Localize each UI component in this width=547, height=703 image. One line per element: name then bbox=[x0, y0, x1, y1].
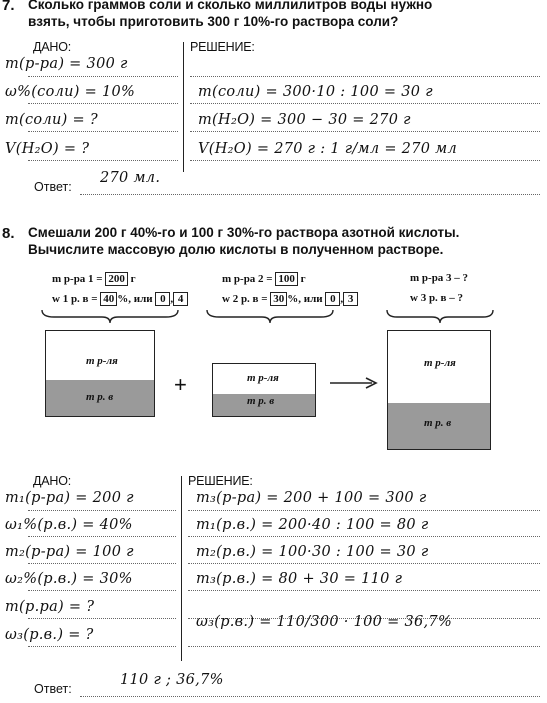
task7-answer-rule bbox=[80, 194, 540, 195]
brace-solution3 bbox=[385, 308, 495, 324]
task8-given-rule bbox=[28, 510, 176, 511]
solution2-dec-box-b: 3 bbox=[343, 292, 358, 306]
task7-given-item: ω%(соли) = 10% bbox=[5, 84, 136, 100]
task7-given-rule bbox=[28, 160, 178, 161]
solution1-pct-box: 40 bbox=[100, 292, 117, 306]
task7-answer: 270 мл. bbox=[100, 170, 161, 186]
beaker2-solvent-label: m р-ля bbox=[247, 372, 279, 384]
brace-solution2 bbox=[205, 308, 335, 324]
task8-given-rule bbox=[28, 646, 176, 647]
task7-answer-label: Ответ: bbox=[34, 180, 72, 194]
task8-answer-label: Ответ: bbox=[34, 682, 72, 696]
beaker1-solute-label: m р. в bbox=[86, 391, 114, 403]
task8-number: 8. bbox=[2, 225, 15, 242]
diagram-solution2-fraction: w 2 р. в = 30 %, или 0 , 3 bbox=[222, 292, 358, 306]
task8-given-rule bbox=[28, 563, 176, 564]
task7-solution-rule bbox=[190, 76, 540, 77]
task8-solution-rule bbox=[188, 536, 540, 537]
task7-solution-line: V(H₂O) = 270 г : 1 г/мл = 270 мл bbox=[198, 141, 458, 157]
task7-given-item: m(р-ра) = 300 г bbox=[5, 56, 128, 72]
task8-given-item: m(р.ра) = ? bbox=[5, 599, 95, 615]
beaker-solution1 bbox=[45, 330, 155, 417]
task8-solution-rule bbox=[188, 563, 540, 564]
task7-solution-line: m(H₂O) = 300 − 30 = 270 г bbox=[198, 112, 411, 128]
task8-solution-rule bbox=[188, 646, 540, 647]
task7-solution-line: m(соли) = 300·10 : 100 = 30 г bbox=[198, 84, 433, 100]
task7-given-header: ДАНО: bbox=[33, 40, 72, 54]
plus-sign: + bbox=[174, 372, 187, 397]
beaker1-solvent-label: m р-ля bbox=[86, 355, 118, 367]
task8-given-rule bbox=[28, 536, 176, 537]
task8-answer: 110 г ; 36,7% bbox=[120, 672, 224, 688]
task8-given-header: ДАНО: bbox=[33, 474, 72, 488]
task8-given-item: m₁(р-ра) = 200 г bbox=[5, 490, 134, 506]
task7-solution-rule bbox=[190, 103, 540, 104]
diagram-solution1-fraction: w 1 р. в = 40 %, или 0 , 4 bbox=[52, 292, 188, 306]
task8-given-item: ω₃(р.в.) = ? bbox=[5, 627, 94, 643]
task8-solution-rule bbox=[188, 590, 540, 591]
beaker2-solute-label: m р. в bbox=[247, 395, 275, 407]
task7-solution-header: РЕШЕНИЕ: bbox=[190, 40, 255, 54]
task7-question-line2: взять, чтобы приготовить 300 г 10%-го раствора соли? bbox=[28, 14, 399, 29]
solution2-dec-box-a: 0 bbox=[325, 292, 340, 306]
task8-solution-line: m₂(р.в.) = 100·30 : 100 = 30 г bbox=[196, 544, 429, 560]
reaction-arrow-icon bbox=[328, 376, 380, 390]
task8-solution-header: РЕШЕНИЕ: bbox=[188, 474, 253, 488]
task7-given-item: V(H₂O) = ? bbox=[5, 141, 90, 157]
beaker3-solvent-label: m р-ля bbox=[424, 357, 456, 369]
task8-divider bbox=[181, 476, 182, 661]
solution1-dec-box-a: 0 bbox=[155, 292, 170, 306]
task8-solution-line: ω₃(р.в.) = 110/300 · 100 = 36,7% bbox=[196, 614, 453, 630]
task8-given-item: ω₁%(р.в.) = 40% bbox=[5, 517, 133, 533]
task8-solution-line: m₃(р.в.) = 80 + 30 = 110 г bbox=[196, 571, 403, 587]
diagram-solution1-mass: m р-ра 1 = 200 г bbox=[52, 273, 136, 285]
task7-question-line1: Сколько граммов соли и сколько миллилитров воды нужно bbox=[28, 0, 433, 12]
brace-solution1 bbox=[40, 308, 180, 324]
task7-given-rule bbox=[28, 103, 178, 104]
beaker-solution3 bbox=[387, 330, 491, 450]
task8-solution-line: m₁(р.в.) = 200·40 : 100 = 80 г bbox=[196, 517, 429, 533]
task7-solution-rule bbox=[190, 131, 540, 132]
diagram-solution2-mass: m р-ра 2 = 100 г bbox=[222, 273, 306, 285]
task7-given-item: m(соли) = ? bbox=[5, 112, 98, 128]
task7-number: 7. bbox=[2, 0, 15, 14]
task7-given-rule bbox=[28, 131, 178, 132]
task8-answer-rule bbox=[80, 696, 540, 697]
solution1-dec-box-b: 4 bbox=[173, 292, 188, 306]
task8-question-line2: Вычислите массовую долю кислоты в полученном растворе. bbox=[28, 242, 444, 257]
task7-solution-rule bbox=[190, 160, 540, 161]
solution2-pct-box: 30 bbox=[270, 292, 287, 306]
diagram-solution3-mass: m р-ра 3 – ? bbox=[410, 272, 469, 284]
task8-given-rule bbox=[28, 590, 176, 591]
beaker-solution2 bbox=[212, 363, 316, 417]
beaker3-solute-label: m р. в bbox=[424, 417, 452, 429]
diagram-solution3-fraction: w 3 р. в – ? bbox=[410, 292, 464, 304]
task8-question-line1: Смешали 200 г 40%-го и 100 г 30%-го раствора азотной кислоты. bbox=[28, 225, 460, 240]
solution2-mass-box: 100 bbox=[275, 272, 298, 286]
task7-divider bbox=[183, 42, 184, 172]
task8-solution-line: m₃(р-ра) = 200 + 100 = 300 г bbox=[196, 490, 427, 506]
task8-given-item: m₂(р-ра) = 100 г bbox=[5, 544, 134, 560]
task8-solution-rule bbox=[188, 510, 540, 511]
task8-given-item: ω₂%(р.в.) = 30% bbox=[5, 571, 133, 587]
solution1-mass-box: 200 bbox=[105, 272, 128, 286]
task7-given-rule bbox=[28, 76, 178, 77]
task8-given-rule bbox=[28, 618, 176, 619]
